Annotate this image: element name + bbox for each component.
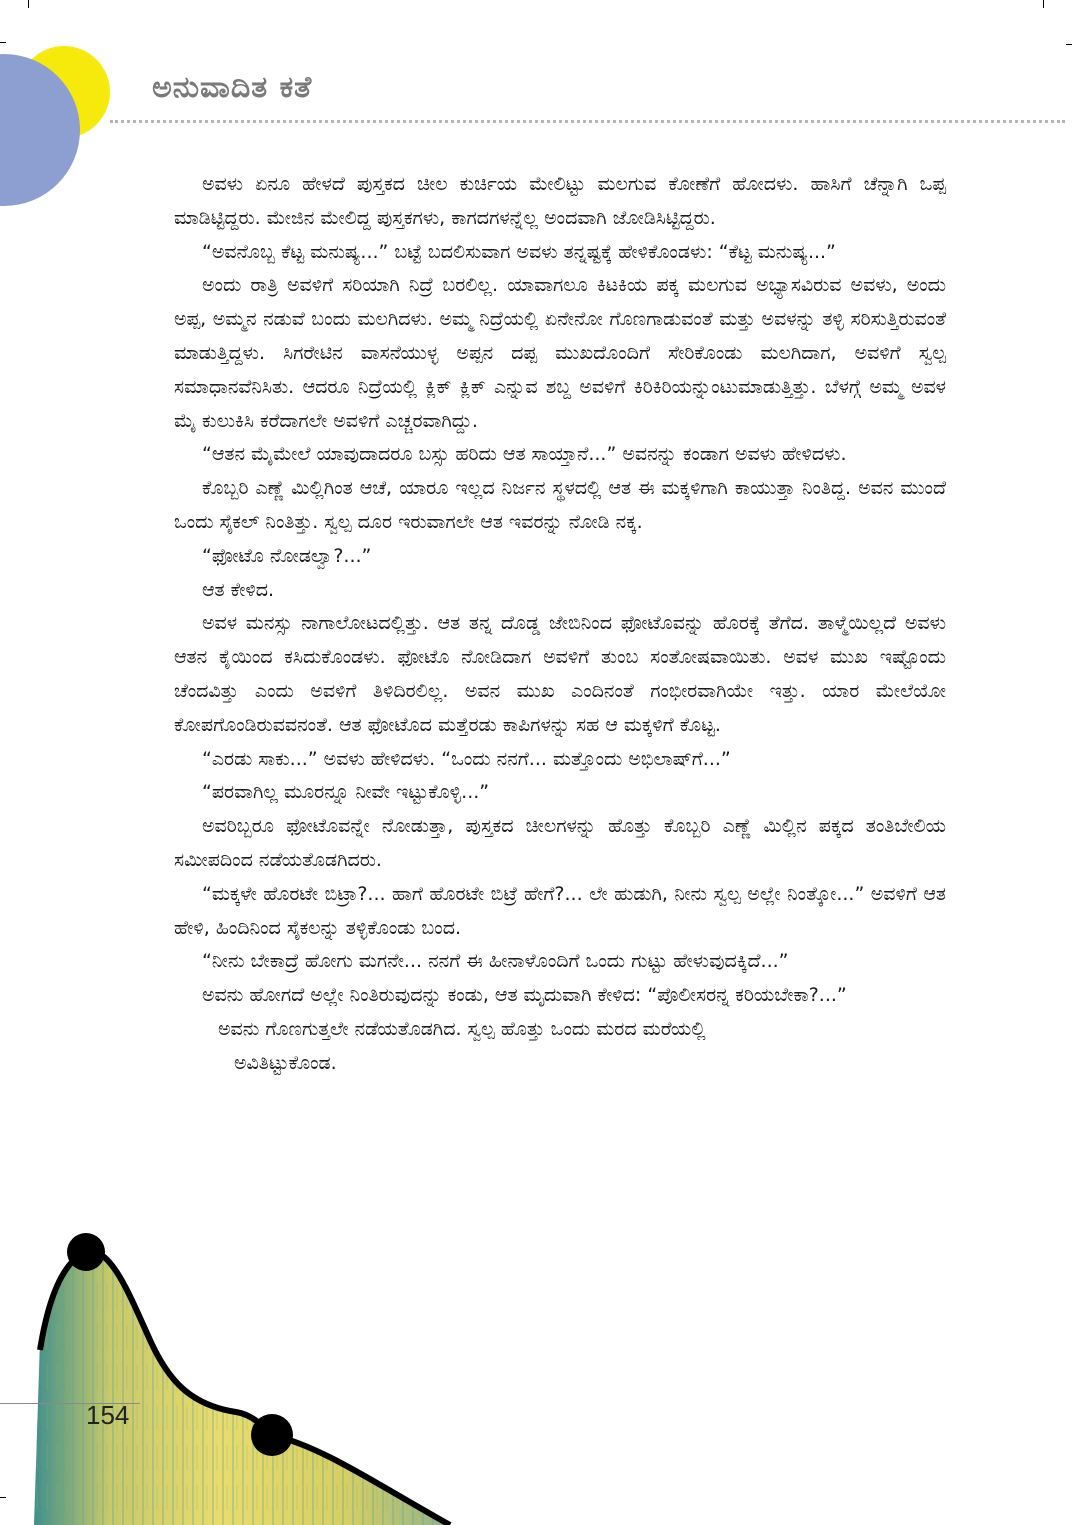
header-dotted-rule xyxy=(110,120,1065,123)
paragraph: “ನೀನು ಬೇಕಾದ್ರೆ ಹೋಗು ಮಗನೇ... ನನಗೆ ಈ ಹೀನಾಳೊಂದಿಗೆ ಒಂದು ಗುಟ್ಟು ಹೇಳುವುದಕ್ಕಿದೆ...” xyxy=(202,950,789,973)
paragraph: ಕೊಬ್ಬರಿ ಎಣ್ಣೆ ಮಿಲ್ಲಿಗಿಂತ ಆಚೆ, ಯಾರೂ ಇಲ್ಲದ ನಿರ್ಜನ ಸ್ಥಳದಲ್ಲಿ ಆತ ಈ ಮಕ್ಕಳಿಗಾಗಿ ಕಾಯುತ್ತಾ ನಿಂತಿದ್ದ. ಅವನ ಮುಂದೆ ಒಂದು ಸೈಕಲ್ ನಿಂತಿತ್ತು. ಸ್ವಲ್ಪ ದೂರ ಇರುವಾಗಲೇ ಆತ ಇವರನ್ನು ನೋಡಿ ನಕ್ಕ. xyxy=(174,477,946,533)
section-title: ಅನುವಾದಿತ ಕತೆ xyxy=(152,70,313,105)
last-line-1: ಅವನು ಗೊಣಗುತ್ತಲೇ ನಡೆಯತೊಡಗಿದ. ಸ್ವಲ್ಪ ಹೊತ್ತು ಒಂದು ಮರದ ಮರೆಯಲ್ಲಿ xyxy=(218,1017,706,1040)
paragraph: ಅವನು ಹೋಗದೆ ಅಲ್ಲೇ ನಿಂತಿರುವುದನ್ನು ಕಂಡು, ಆತ ಮೃದುವಾಗಿ ಕೇಳಿದ: “ಪೊಲೀಸರನ್ನ ಕರಿಯಬೇಕಾ?...” xyxy=(202,984,847,1007)
paragraph: ಅವಳ ಮನಸ್ಸು ನಾಗಾಲೋಟದಲ್ಲಿತ್ತು. ಆತ ತನ್ನ ದೊಡ್ಡ ಜೇಬಿನಿಂದ ಫೋಟೊವನ್ನು ಹೊರಕ್ಕೆ ತೆಗೆದ. ತಾಳ್ಮೆಯಿಲ್ಲದೆ ಅವಳು ಆತನ ಕೈಯಿಂದ ಕಸಿದುಕೊಂಡಳು. ಫೋಟೊ ನೋಡಿದಾಗ ಅವಳಿಗೆ ತುಂಬ ಸಂತೋಷವಾಯಿತು. ಅವಳ ಮುಖ ಇಷ್ಟೊಂದು ಚೆಂದವಿತ್ತು ಎಂದು ಅವಳಿಗೆ ತಿಳಿದಿರಲಿಲ್ಲ. ಅವನ ಮುಖ ಎಂದಿನಂತೆ ಗಂಭೀರವಾಗಿಯೇ ಇತ್ತು. ಯಾರ ಮೇಲೆಯೋ ಕೋಪಗೊಂಡಿರುವವನಂತೆ. ಆತ ಫೋಟೊದ ಮತ್ತೆರಡು ಕಾಪಿಗಳನ್ನು ಸಹ ಆ ಮಕ್ಕಳಿಗೆ ಕೊಟ್ಟ. xyxy=(174,612,946,736)
paragraph: “ಪರವಾಗಿಲ್ಲ ಮೂರನ್ನೂ ನೀವೇ ಇಟ್ಟುಕೊಳ್ಳಿ...” xyxy=(202,781,490,804)
paragraph: “ಮಕ್ಕಳೇ ಹೊರಟೇ ಬಿಟ್ರಾ?... ಹಾಗೆ ಹೊರಟೇ ಬಿಟ್ರೆ ಹೇಗೆ?... ಲೇ ಹುಡುಗಿ, ನೀನು ಸ್ವಲ್ಪ ಅಲ್ಲೇ ನಿಂತ್ಕೋ...” ಅವಳಿಗೆ ಆತ ಹೇಳಿ, ಹಿಂದಿನಿಂದ ಸೈಕಲನ್ನು ತಳ್ಳಿಕೊಂಡು ಬಂದ. xyxy=(174,882,946,939)
crop-mark-top-right xyxy=(1043,0,1044,8)
paragraph: ಅವರಿಬ್ಬರೂ ಫೋಟೊವನ್ನೇ ನೋಡುತ್ತಾ, ಪುಸ್ತಕದ ಚೀಲಗಳನ್ನು ಹೊತ್ತು ಕೊಬ್ಬರಿ ಎಣ್ಣೆ ಮಿಲ್ಲಿನ ಪಕ್ಕದ ತಂತಿಬೇಲಿಯ ಸಮೀಪದಿಂದ ನಡೆಯತೊಡಗಿದರು. xyxy=(174,815,946,871)
paragraph-last xyxy=(174,1013,946,1081)
decorative-hill xyxy=(0,1200,460,1525)
page-number: 154 xyxy=(86,1400,130,1430)
paragraph: ಅವಳು ಏನೂ ಹೇಳದೆ ಪುಸ್ತಕದ ಚೀಲ ಕುರ್ಚಿಯ ಮೇಲಿಟ್ಟು ಮಲಗುವ ಕೋಣೆಗೆ ಹೋದಳು. ಹಾಸಿಗೆ ಚೆನ್ನಾಗಿ ಒಪ್ಪ ಮಾಡಿಟ್ಟಿದ್ದರು. ಮೇಜಿನ ಮೇಲಿದ್ದ ಪುಸ್ತಕಗಳು, ಕಾಗದಗಳನ್ನೆಲ್ಲ ಅಂದವಾಗಿ ಜೋಡಿಸಿಟ್ಟಿದ್ದರು. xyxy=(174,173,946,229)
last-line-2: ಅವಿತಿಟ್ಟುಕೊಂಡ. xyxy=(234,1051,337,1074)
decorative-circles xyxy=(0,0,120,210)
story-text xyxy=(174,168,946,1081)
paragraph: ಅಂದು ರಾತ್ರಿ ಅವಳಿಗೆ ಸರಿಯಾಗಿ ನಿದ್ರೆ ಬರಲಿಲ್ಲ. ಯಾವಾಗಲೂ ಕಿಟಕಿಯ ಪಕ್ಕ ಮಲಗುವ ಅಭ್ಯಾಸವಿರುವ ಅವಳು, ಅಂದು ಅಪ್ಪ, ಅಮ್ಮನ ನಡುವೆ ಬಂದು ಮಲಗಿದಳು. ಅಮ್ಮ ನಿದ್ರೆಯಲ್ಲಿ ಏನೇನೋ ಗೊಣಗಾಡುವಂತೆ ಮತ್ತು ಅವಳನ್ನು ತಳ್ಳಿ ಸರಿಸುತ್ತಿರುವಂತೆ ಮಾಡುತ್ತಿದ್ದಳು. ಸಿಗರೇಟಿನ ವಾಸನೆಯುಳ್ಳ ಅಪ್ಪನ ದಪ್ಪ ಮುಖದೊಂದಿಗೆ ಸೇರಿಕೊಂಡು ಮಲಗಿದಾಗ, ಅವಳಿಗೆ ಸ್ವಲ್ಪ ಸಮಾಧಾನವೆನಿಸಿತು. ಆದರೂ ನಿದ್ರೆಯಲ್ಲಿ ಕ್ಲಿಕ್ ಕ್ಲಿಕ್ ಎನ್ನುವ ಶಬ್ದ ಅವಳಿಗೆ ಕಿರಿಕಿರಿಯನ್ನುಂಟುಮಾಡುತ್ತಿತ್ತು. ಬೆಳಗ್ಗೆ ಅಮ್ಮ ಅವಳ ಮೈ ಕುಲುಕಿಸಿ ಕರೆದಾಗಲೇ ಅವಳಿಗೆ ಎಚ್ಚರವಾಗಿದ್ದು. xyxy=(174,274,946,432)
paragraph: “ಫೋಟೊ ನೋಡಲ್ವಾ?...” xyxy=(202,544,372,567)
paragraph: “ಎರಡು ಸಾಕು...” ಅವಳು ಹೇಳಿದಳು. “ಒಂದು ನನಗೆ... ಮತ್ತೊಂದು ಅಭಿಲಾಷ್‌ಗೆ...” xyxy=(202,747,731,770)
paragraph: “ಅವನೊಬ್ಬ ಕೆಟ್ಟ ಮನುಷ್ಯ...” ಬಟ್ಟೆ ಬದಲಿಸುವಾಗ ಅವಳು ತನ್ನಷ್ಟಕ್ಕೆ ಹೇಳಿಕೊಂಡಳು: “ಕೆಟ್ಟ ಮನುಷ್ಯ...” xyxy=(202,240,836,263)
paragraph: “ಆತನ ಮೈಮೇಲೆ ಯಾವುದಾದರೂ ಬಸ್ಸು ಹರಿದು ಆತ ಸಾಯ್ತಾನೆ...” ಅವನನ್ನು ಕಂಡಾಗ ಅವಳು ಹೇಳಿದಳು. xyxy=(202,443,847,466)
paragraph: ಆತ ಕೇಳಿದ. xyxy=(202,578,275,601)
crop-mark-right-top xyxy=(1066,44,1072,45)
